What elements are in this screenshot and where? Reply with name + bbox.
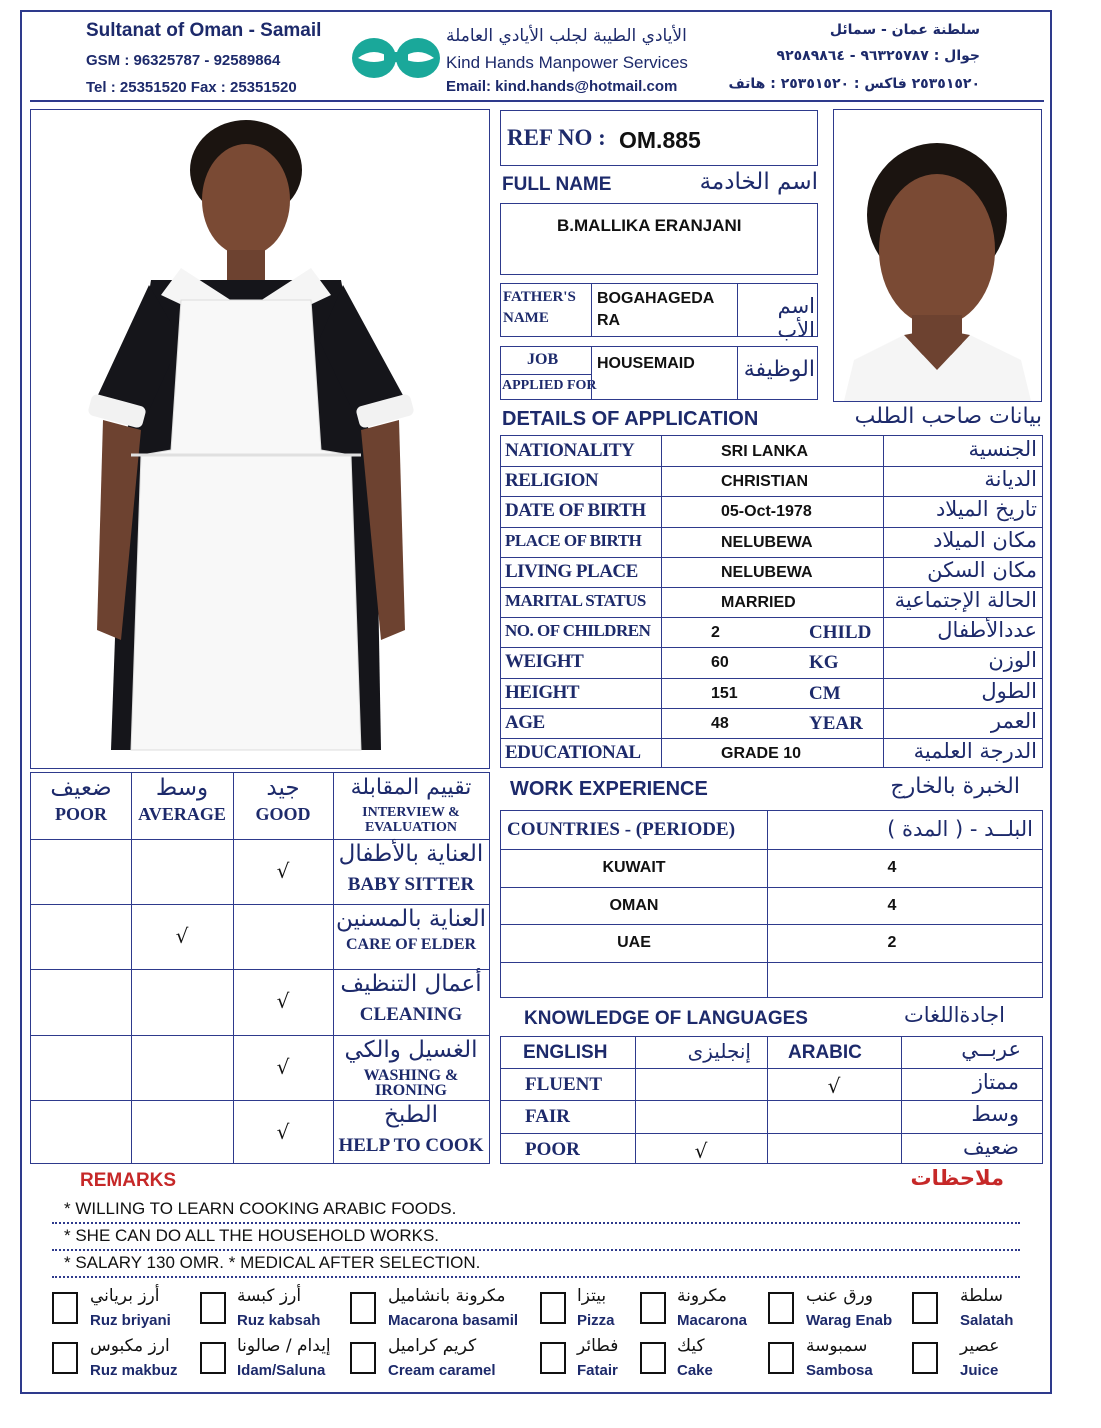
father-value-1: BOGAHAGEDA bbox=[597, 290, 715, 307]
languages-title-ar: اجادةاللغات bbox=[903, 1003, 1005, 1027]
remarks-label: REMARKS bbox=[80, 1170, 177, 1191]
food-label-en: Salatah bbox=[960, 1312, 1014, 1329]
detail-unit: CHILD bbox=[809, 622, 872, 644]
lang-level-ar: وسط bbox=[971, 1102, 1019, 1126]
work-period: 2 bbox=[887, 934, 897, 951]
detail-label-ar: عددالأطفال bbox=[937, 618, 1037, 643]
detail-value: 151 bbox=[711, 684, 738, 702]
remark-line-2: * SHE CAN DO ALL THE HOUSEHOLD WORKS. bbox=[64, 1226, 440, 1245]
food-label-en: Macarona basamil bbox=[388, 1312, 519, 1329]
work-exp-table bbox=[500, 810, 1043, 998]
detail-unit: CM bbox=[809, 682, 841, 704]
detail-label-ar: الوزن bbox=[988, 648, 1037, 673]
detail-label: LIVING PLACE bbox=[505, 560, 638, 582]
food-label-en: Macarona bbox=[677, 1312, 748, 1329]
lang-english-ar: إنجليزى bbox=[687, 1039, 751, 1063]
food-checkbox[interactable] bbox=[350, 1292, 376, 1324]
languages-title: KNOWLEDGE OF LANGUAGES bbox=[524, 1008, 808, 1029]
details-title-ar: بيانات صاحب الطلب bbox=[854, 404, 1042, 429]
lang-level-en: POOR bbox=[525, 1139, 580, 1160]
detail-label: PLACE OF BIRTH bbox=[505, 530, 642, 550]
languages-table bbox=[500, 1036, 1043, 1164]
detail-label: MARITAL STATUS bbox=[505, 591, 646, 610]
food-checkbox[interactable] bbox=[640, 1342, 666, 1374]
food-checkbox[interactable] bbox=[52, 1342, 78, 1374]
detail-value: CHRISTIAN bbox=[721, 473, 809, 491]
full-name-box bbox=[500, 203, 818, 275]
header-ar-line2: جوال : ٩٦٣٢٥٧٨٧ - ٩٢٥٨٩٨٦٤ bbox=[776, 48, 980, 64]
remark-line-3: * SALARY 130 OMR. * MEDICAL AFTER SELECTION. bbox=[64, 1253, 481, 1272]
food-label-ar: كيك bbox=[677, 1336, 705, 1356]
company-email: Email: kind.hands@hotmail.com bbox=[446, 78, 678, 95]
eval-header-ar: جيد bbox=[266, 775, 300, 801]
lang-english: ENGLISH bbox=[523, 1042, 608, 1063]
lang-level-en: FAIR bbox=[525, 1106, 571, 1127]
father-value-2: RA bbox=[597, 312, 621, 329]
food-checkbox[interactable] bbox=[350, 1342, 376, 1374]
lang-arabic: ARABIC bbox=[788, 1042, 862, 1063]
skill-check-mark: √ bbox=[276, 1119, 290, 1144]
food-label-ar: كريم كراميل bbox=[388, 1336, 477, 1356]
food-label-en: Idam/Saluna bbox=[237, 1362, 326, 1379]
job-label-line bbox=[501, 374, 591, 375]
eval-header-ar: وسط bbox=[155, 775, 209, 801]
food-label-ar: إيدام / صالونا bbox=[237, 1336, 331, 1356]
company-name-en: Kind Hands Manpower Services bbox=[446, 53, 688, 72]
detail-label-ar: الديانة bbox=[984, 467, 1037, 492]
food-label-ar: سمبوسة bbox=[806, 1336, 868, 1356]
full-body-photo bbox=[30, 109, 490, 769]
details-title: DETAILS OF APPLICATION bbox=[502, 408, 759, 430]
food-checkbox[interactable] bbox=[52, 1292, 78, 1324]
company-name-ar: الأيادي الطيبة لجلب الأيادي العاملة bbox=[446, 26, 687, 46]
food-label-ar: ورق عنب bbox=[806, 1286, 873, 1306]
food-label-en: Pizza bbox=[577, 1312, 615, 1329]
food-checkbox[interactable] bbox=[640, 1292, 666, 1324]
eval-header-en: INTERVIEW & EVALUATION bbox=[362, 805, 460, 835]
detail-unit: YEAR bbox=[809, 712, 863, 734]
eval-header-ar: تقييم المقابلة bbox=[350, 775, 472, 800]
father-label-1: FATHER'S bbox=[503, 289, 576, 305]
skill-check-mark: √ bbox=[276, 1054, 290, 1079]
skill-label-ar: الغسيل والكي bbox=[344, 1036, 478, 1063]
detail-label-ar: مكان السكن bbox=[927, 557, 1037, 582]
food-label-en: Cake bbox=[677, 1362, 713, 1379]
food-label-en: Ruz kabsah bbox=[237, 1312, 321, 1329]
detail-label: DATE OF BIRTH bbox=[505, 500, 646, 522]
job-label-ar: الوظيفة bbox=[743, 357, 815, 382]
detail-value: 48 bbox=[711, 714, 729, 732]
detail-label: NO. OF CHILDREN bbox=[505, 621, 651, 641]
detail-value: NELUBEWA bbox=[721, 563, 813, 581]
eval-header-en: POOR bbox=[55, 804, 107, 824]
job-value: HOUSEMAID bbox=[597, 355, 695, 372]
food-label-ar: أرز كبسة bbox=[237, 1286, 302, 1306]
food-label-ar: فطائر bbox=[577, 1336, 619, 1356]
work-country: KUWAIT bbox=[602, 859, 666, 876]
work-period: 4 bbox=[887, 859, 897, 876]
food-checkbox[interactable] bbox=[540, 1342, 566, 1374]
skill-label-en: HELP TO COOK bbox=[338, 1134, 484, 1156]
food-label-ar: بيتزا bbox=[577, 1286, 607, 1306]
work-exp-title-ar: الخبرة بالخارج bbox=[890, 774, 1020, 799]
work-period: 4 bbox=[887, 896, 897, 914]
food-label-en: Sambosa bbox=[806, 1362, 873, 1379]
eval-header-en: GOOD bbox=[255, 804, 311, 824]
food-checkbox[interactable] bbox=[200, 1292, 226, 1324]
detail-value: 2 bbox=[711, 624, 720, 642]
skill-label-en: CARE OF ELDER bbox=[345, 936, 477, 954]
father-divider-2 bbox=[737, 284, 738, 336]
skill-label-ar: أعمال التنظيف bbox=[340, 971, 482, 998]
skill-check-mark: √ bbox=[175, 924, 189, 949]
food-label-en: Cream caramel bbox=[388, 1362, 496, 1379]
food-checkbox[interactable] bbox=[768, 1292, 794, 1324]
skill-label-en: CLEANING bbox=[359, 1004, 463, 1026]
detail-label-ar: الطول bbox=[981, 678, 1037, 703]
detail-label: HEIGHT bbox=[505, 681, 580, 703]
detail-value: 05-Oct-1978 bbox=[721, 503, 812, 521]
detail-label-ar: مكان الميلاد bbox=[933, 527, 1037, 552]
eval-header-en: AVERAGE bbox=[138, 804, 226, 824]
food-label-en: Ruz makbuz bbox=[90, 1362, 178, 1379]
lang-level-ar: ضعيف bbox=[962, 1135, 1019, 1159]
remark-line-1: * WILLING TO LEARN COOKING ARABIC FOODS. bbox=[64, 1199, 457, 1218]
ref-label: REF NO : bbox=[507, 125, 606, 150]
food-label-ar: عصير bbox=[960, 1336, 1000, 1356]
company-location: Sultanat of Oman - Samail bbox=[86, 20, 322, 41]
detail-label-ar: الجنسية bbox=[968, 437, 1037, 461]
father-name-box bbox=[500, 283, 818, 342]
food-label-ar: مكرونة بانشاميل bbox=[388, 1286, 506, 1306]
skill-label-en: BABY SITTER bbox=[347, 874, 475, 895]
full-name-value: B.MALLIKA ERANJANI bbox=[557, 216, 742, 235]
food-checkbox[interactable] bbox=[200, 1342, 226, 1374]
work-exp-col-en: COUNTRIES - (PERIODE) bbox=[507, 819, 736, 840]
header-ar-line1: سلطنة عمان - سمائل bbox=[829, 22, 980, 38]
detail-unit: KG bbox=[809, 652, 839, 674]
food-label-en: Ruz briyani bbox=[90, 1312, 171, 1329]
skill-label-ar: العناية بالمسنين bbox=[335, 906, 487, 933]
lang-arabic-ar: عربــي bbox=[961, 1037, 1021, 1061]
ref-box bbox=[500, 110, 818, 166]
detail-label-ar: الحالة الإجتماعية bbox=[894, 588, 1037, 612]
evaluation-table bbox=[30, 772, 490, 1164]
food-label-ar: سلطة bbox=[960, 1286, 1003, 1306]
full-name-label: FULL NAME bbox=[502, 174, 612, 195]
food-checkbox[interactable] bbox=[768, 1342, 794, 1374]
eval-header-ar: ضعيف bbox=[50, 775, 112, 801]
food-label-ar: أرز برياني bbox=[90, 1286, 160, 1306]
detail-label: WEIGHT bbox=[505, 651, 584, 673]
skill-label-en: WASHING & IRONING bbox=[363, 1066, 459, 1099]
lang-english-check: √ bbox=[694, 1139, 708, 1163]
lang-arabic-check: √ bbox=[827, 1074, 841, 1098]
skill-label-ar: العناية بالأطفال bbox=[338, 841, 484, 867]
detail-value: NELUBEWA bbox=[721, 533, 813, 551]
food-label-en: Juice bbox=[960, 1362, 999, 1379]
food-label-ar: مكرونة bbox=[677, 1286, 727, 1306]
detail-value: SRI LANKA bbox=[721, 443, 809, 460]
full-name-label-ar: اسم الخادمة bbox=[699, 169, 818, 195]
detail-label: RELIGION bbox=[505, 470, 599, 492]
company-gsm: GSM : 96325787 - 92589864 bbox=[86, 52, 281, 69]
details-table bbox=[500, 435, 1043, 768]
lang-level-en: FLUENT bbox=[525, 1074, 603, 1095]
detail-value: GRADE 10 bbox=[721, 745, 802, 762]
food-checkbox[interactable] bbox=[912, 1292, 938, 1324]
company-logo bbox=[350, 36, 442, 80]
header-divider bbox=[30, 100, 1044, 102]
father-divider-1 bbox=[591, 284, 592, 336]
detail-label: NATIONALITY bbox=[505, 440, 635, 461]
food-label-en: Fatair bbox=[577, 1362, 618, 1379]
work-country: UAE bbox=[617, 934, 651, 951]
food-label-ar: ارز مكبوس bbox=[90, 1336, 170, 1356]
portrait-photo bbox=[833, 109, 1042, 402]
skill-label-ar: الطبخ bbox=[383, 1101, 439, 1128]
ref-value: OM.885 bbox=[619, 127, 701, 153]
food-label-en: Warag Enab bbox=[806, 1312, 893, 1329]
job-label-2: APPLIED FOR bbox=[502, 378, 597, 393]
father-label-ar: اسم الأب bbox=[777, 294, 815, 342]
detail-value: MARRIED bbox=[721, 594, 796, 611]
detail-label-ar: الدرجة العلمية bbox=[913, 739, 1037, 763]
skill-check-mark: √ bbox=[276, 989, 290, 1014]
header-ar-line3: ٢٥٣٥١٥٢٠ فاكس : ٢٥٣٥١٥٢٠ : هاتف bbox=[728, 76, 980, 92]
company-tel: Tel : 25351520 Fax : 25351520 bbox=[86, 79, 297, 96]
lang-level-ar: ممتاز bbox=[972, 1070, 1019, 1094]
detail-label-ar: العمر bbox=[990, 708, 1037, 733]
remarks-label-ar: ملاحظات bbox=[910, 1166, 1004, 1190]
job-label-1: JOB bbox=[527, 351, 559, 368]
father-label-2: NAME bbox=[503, 310, 549, 326]
food-checkbox[interactable] bbox=[540, 1292, 566, 1324]
job-box bbox=[500, 346, 818, 400]
skill-check-mark: √ bbox=[276, 859, 290, 883]
work-exp-col-ar: البلــد - ( المدة ) bbox=[887, 817, 1033, 841]
work-country: OMAN bbox=[609, 896, 659, 914]
detail-label: AGE bbox=[505, 711, 545, 733]
work-exp-title: WORK EXPERIENCE bbox=[510, 778, 708, 800]
food-checkbox[interactable] bbox=[912, 1342, 938, 1374]
detail-value: 60 bbox=[711, 654, 729, 672]
detail-label: EDUCATIONAL bbox=[505, 742, 641, 763]
detail-label-ar: تاريخ الميلاد bbox=[935, 497, 1037, 522]
